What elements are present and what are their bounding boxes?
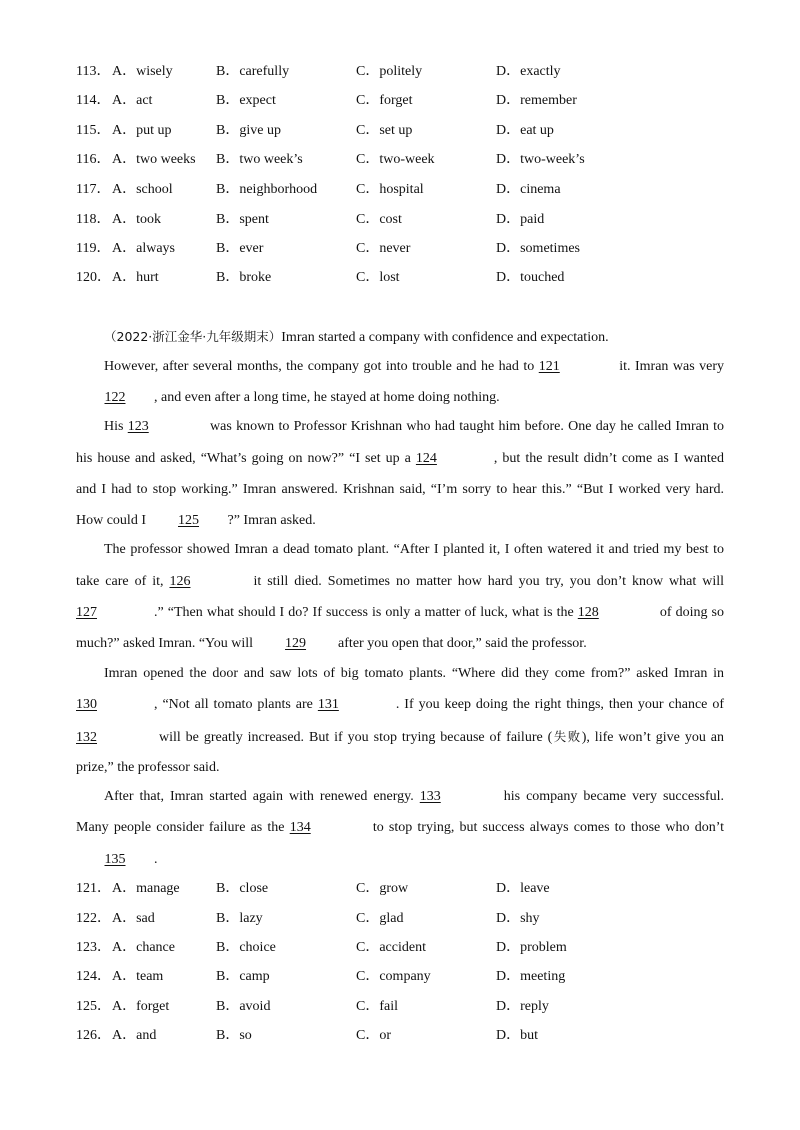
passage-text: much?” asked Imran. “You will [76,636,254,651]
option-a: A．took [112,212,161,227]
option-a: A．forget [112,999,170,1014]
blank-130: 130 [76,697,97,712]
blank-133: 133 [419,789,441,804]
blank-134: 134 [289,820,311,835]
option-b: B．carefully [216,64,290,79]
option-a: A．chance [112,940,175,955]
blank-129: 129 [285,636,307,651]
passage-text: However, after several months, the company got into trouble and he had to [104,359,535,374]
passage-line [76,388,724,408]
option-b: B．camp [216,969,270,984]
blank-132: 132 [76,730,97,745]
option-a: A．put up [112,123,172,138]
option-d: D．exactly [496,64,561,79]
passage-text: .” “Then what should I do? If success is only a matter of luck, what is the [154,605,574,620]
question-number: 123． [76,940,111,955]
option-c: C．lost [356,270,400,285]
question-row-125 [0,997,800,1017]
question-row-121 [0,879,800,899]
question-row-122 [0,909,800,929]
option-d: D．cinema [496,182,561,197]
option-d: D．reply [496,999,549,1014]
option-d: D．shy [496,911,540,926]
passage-line [76,758,724,778]
question-row-123 [0,938,800,958]
question-number: 118． [76,212,111,227]
option-b: B．neighborhood [216,182,318,197]
passage-line [104,787,724,807]
passage-text: of doing so [659,605,725,620]
question-number: 121． [76,881,111,896]
blank-122: 122 [104,390,126,405]
option-c: C．fail [356,999,398,1014]
option-c: C．set up [356,123,413,138]
question-row-115 [0,121,800,141]
option-a: A．and [112,1028,157,1043]
option-c: C．never [356,241,411,256]
option-a: A．hurt [112,270,159,285]
passage-line [76,480,724,500]
passage-text: ), life won’t give you an [581,730,724,745]
passage-text: , but the result didn’t come as I wanted [493,451,725,466]
question-number: 116． [76,152,111,167]
blank-128: 128 [577,605,599,620]
blank-125: 125 [178,513,199,528]
option-b: B．lazy [216,911,263,926]
question-row-114 [0,91,800,111]
passage-text: . [154,852,158,867]
question-number: 125． [76,999,111,1014]
passage-line [76,727,724,747]
option-b: B．expect [216,93,276,108]
option-b: B．so [216,1028,252,1043]
passage-text: was known to Professor Krishnan who had taught him before. One day he called Imran to [210,419,724,434]
question-row-118 [0,210,800,230]
passage-text: after you open that door,” said the professor. [338,636,587,651]
passage-text: it. Imran was very [619,359,725,374]
option-d: D．remember [496,93,577,108]
question-row-113 [0,62,800,82]
passage-line [76,695,724,715]
passage-text: to stop trying, but success always comes to those who don’t [372,820,725,835]
passage-line [76,449,724,469]
blank-126: 126 [169,574,191,589]
passage-text: , and even after a long time, he stayed at home doing nothing. [154,390,500,405]
passage-line [104,357,724,377]
option-d: D．eat up [496,123,554,138]
passage-text: and I had to stop working.” Imran answered. Krishnan said, “I’m sorry to hear this.” “But I worked very hard. [76,482,724,497]
question-row-119 [0,239,800,259]
option-a: A．school [112,182,173,197]
passage-line [104,327,724,347]
passage-line [76,818,724,838]
passage-text: After that, Imran started again with renewed energy. [104,789,414,804]
option-c: C．politely [356,64,423,79]
option-c: C．accident [356,940,426,955]
blank-127: 127 [76,605,97,620]
passage-line [76,603,724,623]
passage-text: How could I [76,513,146,528]
question-row-117 [0,180,800,200]
option-b: B．spent [216,212,269,227]
option-b: B．two week’s [216,152,303,167]
option-b: B．ever [216,241,264,256]
option-b: B．avoid [216,999,271,1014]
source-tag: （2022·浙江金华·九年级期末） [104,329,282,344]
passage-text: his house and asked, “What’s going on now?” “I set up a [76,451,411,466]
passage-line [76,511,724,531]
option-b: B．broke [216,270,272,285]
option-b: B．choice [216,940,276,955]
option-a: A．wisely [112,64,173,79]
option-c: C．company [356,969,431,984]
option-d: D．paid [496,212,545,227]
option-c: C．glad [356,911,404,926]
option-d: D．but [496,1028,538,1043]
passage-line [104,664,724,684]
question-row-124 [0,967,800,987]
question-number: 122． [76,911,111,926]
passage-text: it still died. Sometimes no matter how hard you try, you don’t know what will [253,574,725,589]
passage-text: prize,” the professor said. [76,760,220,775]
option-c: C．cost [356,212,402,227]
blank-131: 131 [317,697,339,712]
blank-124: 124 [415,451,437,466]
option-d: D．leave [496,881,550,896]
passage-text: his company became very successful. [503,789,725,804]
passage-line [104,540,724,560]
option-b: B．close [216,881,269,896]
option-a: A．always [112,241,175,256]
passage-line [76,572,724,592]
passage-text: , “Not all tomato plants are [154,697,313,712]
question-number: 117． [76,182,111,197]
passage-text: His [104,419,124,434]
option-a: A．sad [112,911,155,926]
question-row-120 [0,268,800,288]
question-number: 113． [76,64,111,79]
question-number: 119． [76,241,111,256]
option-c: C．forget [356,93,413,108]
passage-line [104,417,724,437]
option-a: A．manage [112,881,180,896]
option-b: B．give up [216,123,281,138]
blank-123: 123 [127,419,149,434]
passage-text: The professor showed Imran a dead tomato plant. “After I planted it, I often watered it and tried my best to [104,542,724,557]
option-d: D．meeting [496,969,566,984]
passage-text: Many people consider failure as the [76,820,285,835]
option-d: D．problem [496,940,567,955]
passage-text: will be greatly increased. But if you stop trying because of failure ( [158,730,553,745]
option-d: D．touched [496,270,565,285]
option-d: D．sometimes [496,241,580,256]
option-c: C．hospital [356,182,424,197]
blank-135: 135 [104,852,126,867]
question-number: 124． [76,969,111,984]
passage-line [76,634,724,654]
passage-text: . If you keep doing the right things, then your chance of [395,697,725,712]
option-d: D．two-week’s [496,152,585,167]
question-number: 126． [76,1028,111,1043]
question-number: 114． [76,93,111,108]
cjk-gloss: 失败 [552,729,582,744]
passage-text: Imran started a company with confidence and expectation. [281,330,609,345]
question-number: 120． [76,270,111,285]
question-number: 115． [76,123,111,138]
passage-line [76,850,724,870]
question-row-116 [0,150,800,170]
blank-121: 121 [538,359,560,374]
option-c: C．or [356,1028,391,1043]
passage-text: Imran opened the door and saw lots of big tomato plants. “Where did they come from?” asked Imran in [104,666,724,681]
option-c: C．two-week [356,152,435,167]
option-c: C．grow [356,881,409,896]
question-row-126 [0,1026,800,1046]
option-a: A．act [112,93,153,108]
option-a: A．two weeks [112,152,196,167]
option-a: A．team [112,969,164,984]
passage-text: ?” Imran asked. [227,513,316,528]
passage-text: take care of it, [76,574,164,589]
